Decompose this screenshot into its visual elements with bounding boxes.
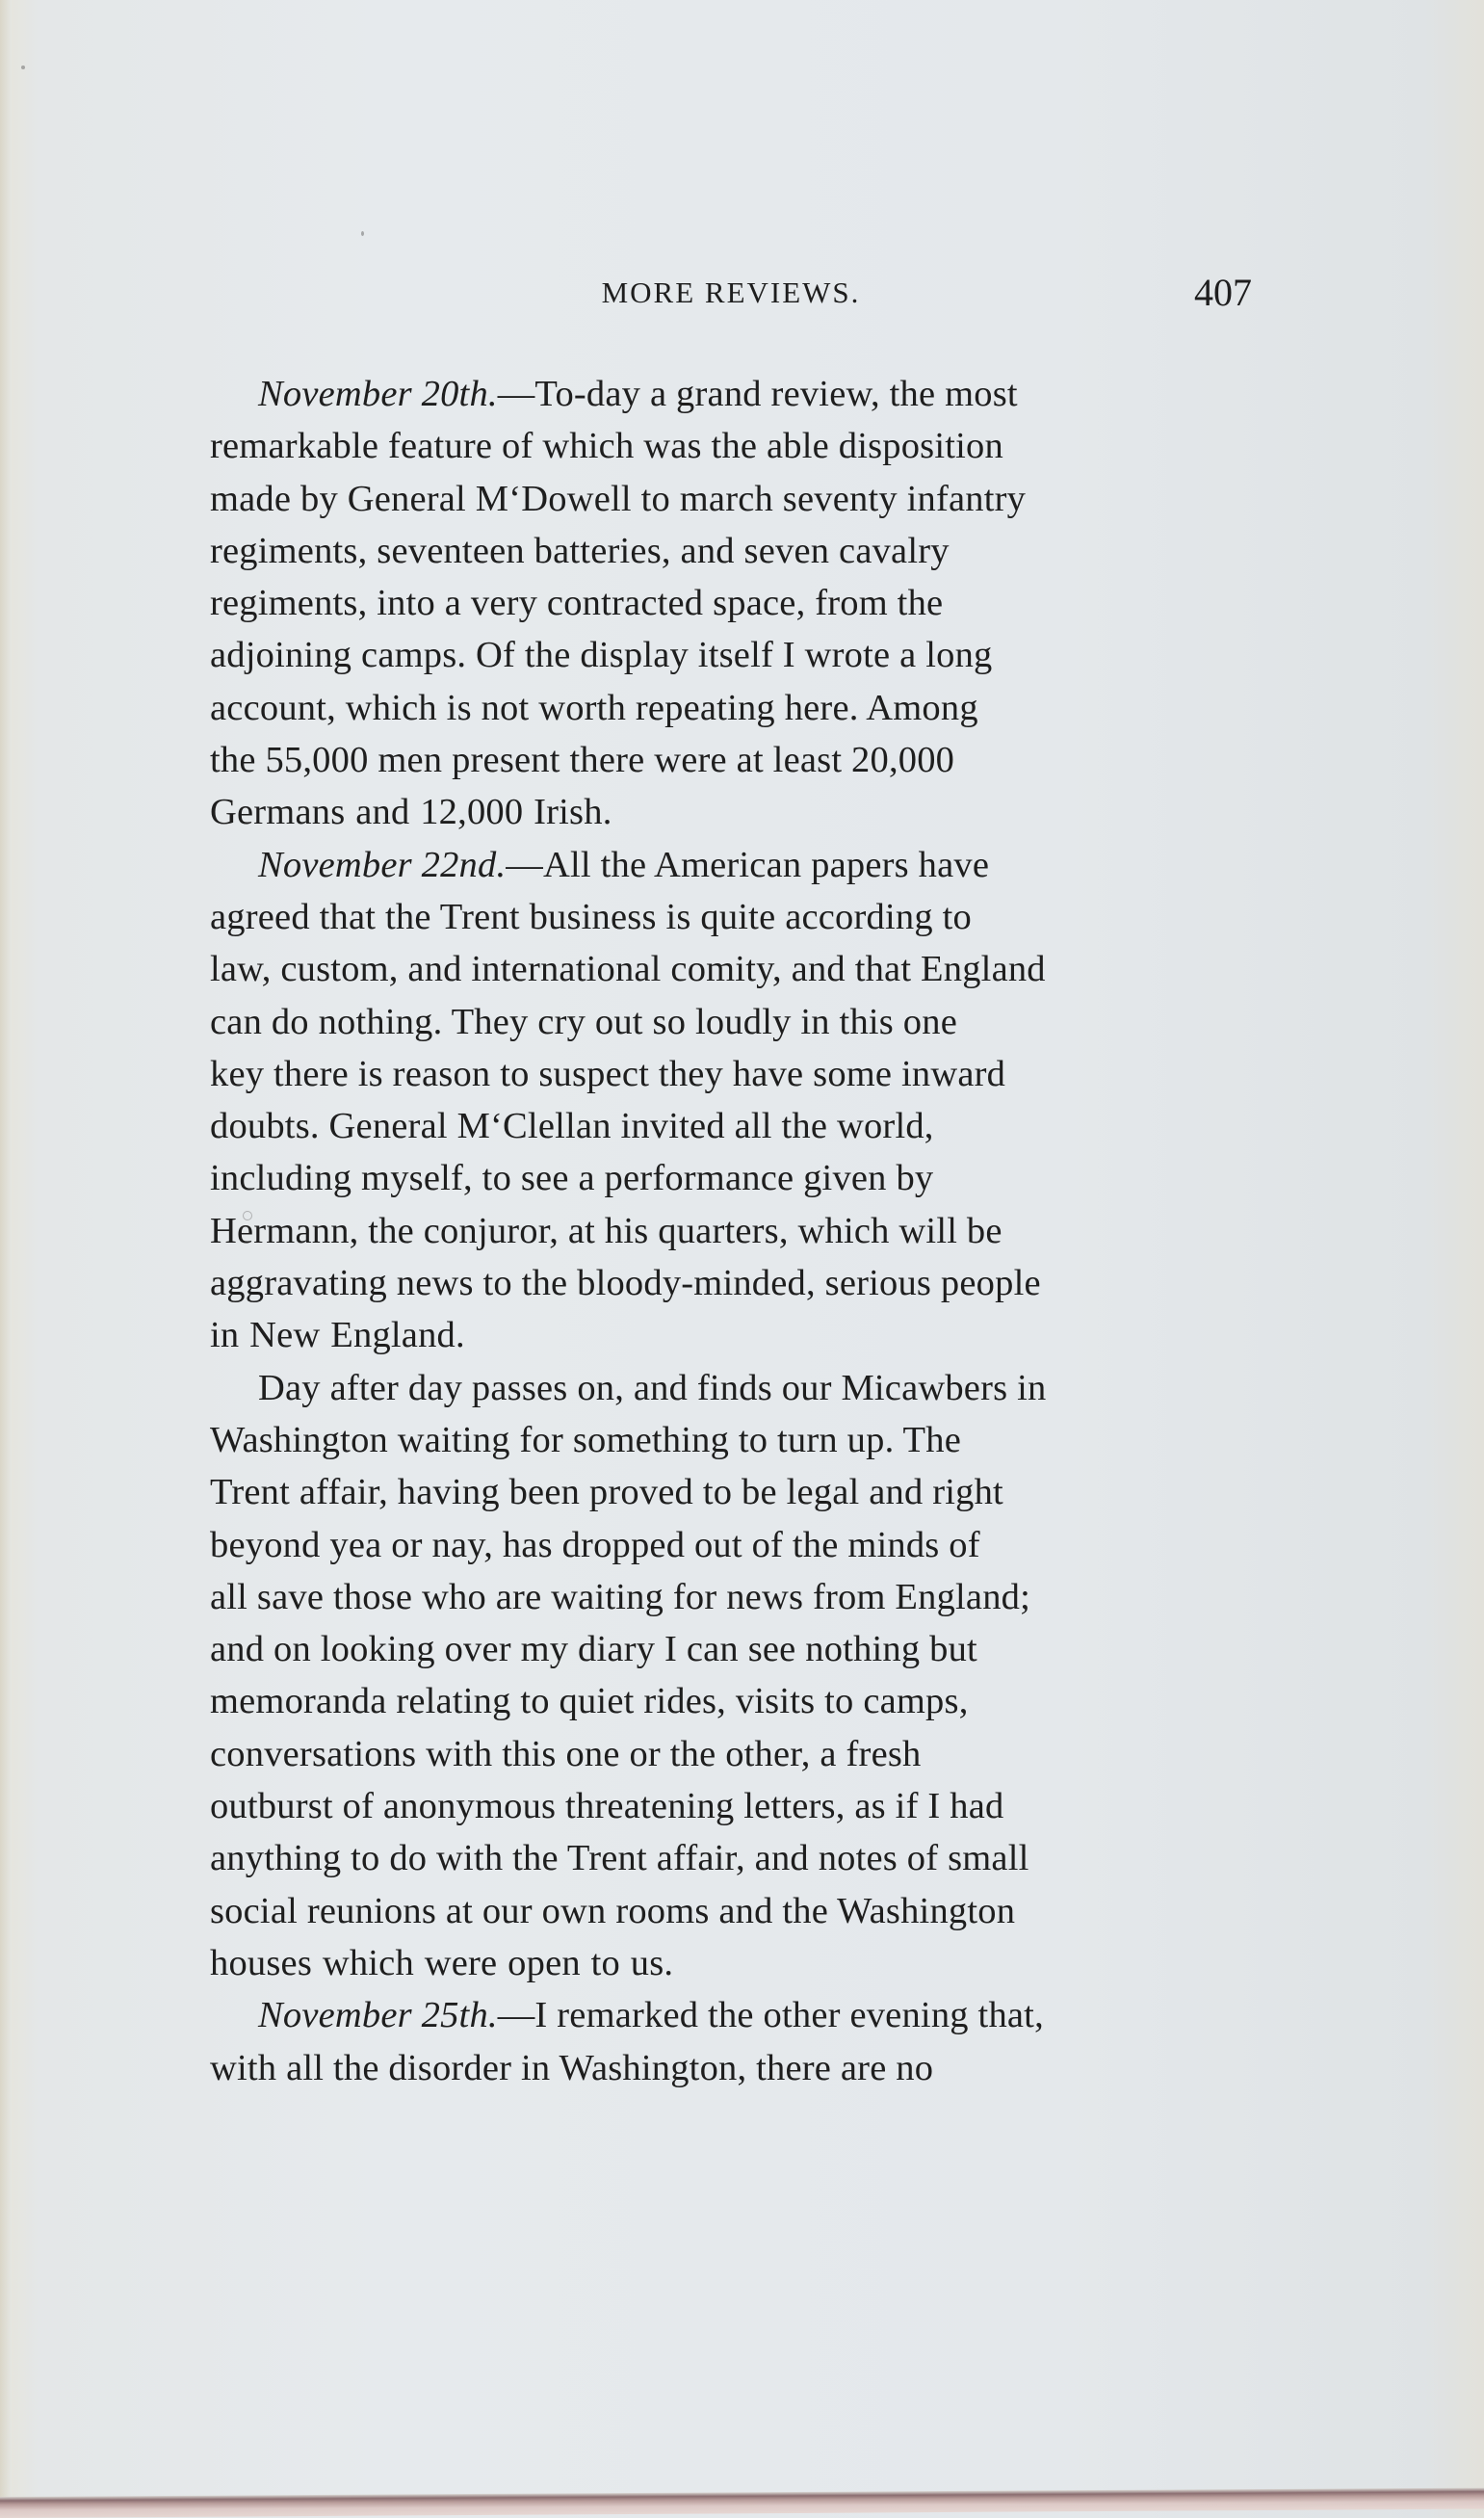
running-head [210, 270, 1252, 318]
text-line: social reunions at our own rooms and the Washington [210, 1890, 1016, 1931]
text-line: November 20th.—To-day a grand review, the most [258, 374, 1018, 414]
text-line: and on looking over my diary I can see nothing but [210, 1629, 977, 1670]
text-line: the 55,000 men present there were at least 20,000 [210, 740, 955, 781]
text-line: in New England. [210, 1315, 465, 1356]
paragraph-november-25 [210, 1989, 1252, 2094]
text-line: including myself, to see a performance given by [210, 1158, 934, 1199]
text-line: anything to do with the Trent affair, and notes of small [210, 1838, 1029, 1879]
text-line: with all the disorder in Washington, there are no [210, 2047, 934, 2088]
text-line: conversations with this one or the other, a fresh [210, 1733, 922, 1774]
text-line: November 25th.—I remarked the other evening that, [258, 1995, 1044, 2036]
text-line: Germans and 12,000 Irish. [210, 792, 612, 833]
text-line: beyond yea or nay, has dropped out of the minds of [210, 1524, 980, 1565]
paper-speck [361, 231, 364, 236]
text-line: doubts. General M‘Clellan invited all the world, [210, 1106, 934, 1147]
paragraph-november-22 [210, 839, 1252, 1362]
text-line: account, which is not worth repeating here. Among [210, 687, 978, 728]
text-line: Day after day passes on, and finds our Micawbers in [258, 1367, 1047, 1408]
text-line: November 22nd.—All the American papers have [258, 844, 990, 885]
text-line: remarkable feature of which was the able disposition [210, 426, 1003, 467]
text-line: houses which were open to us. [210, 1942, 674, 1983]
text-line: made by General M‘Dowell to march seventy infantry [210, 478, 1027, 519]
page-bottom-edge [0, 2488, 1484, 2518]
entry-date: November 22nd. [258, 844, 507, 885]
text-line: regiments, into a very contracted space, from the [210, 583, 944, 624]
text-line: memoranda relating to quiet rides, visits to camps, [210, 1681, 969, 1722]
text-line: agreed that the Trent business is quite according to [210, 896, 972, 937]
text-line: law, custom, and international comity, and that England [210, 949, 1046, 990]
text-line: Washington waiting for something to turn up. The [210, 1419, 961, 1460]
text-line: can do nothing. They cry out so loudly in this one [210, 1001, 957, 1042]
text-line: key there is reason to suspect they have some inward [210, 1053, 1006, 1094]
text-line: all save those who are waiting for news from England; [210, 1576, 1031, 1617]
text-line: adjoining camps. Of the display itself I wrote a long [210, 635, 993, 676]
paragraph-november-20 [210, 368, 1252, 839]
page-number: 407 [1194, 271, 1252, 314]
text-line: regiments, seventeen batteries, and seven cavalry [210, 530, 950, 571]
paragraph-day-after-day [210, 1362, 1252, 1990]
text-line: aggravating news to the bloody-minded, serious people [210, 1263, 1041, 1304]
text-line: Hermann, the conjuror, at his quarters, which will be [210, 1210, 1002, 1251]
paper-speck [243, 1211, 252, 1220]
text-line: outburst of anonymous threatening letters, as if I had [210, 1786, 1004, 1827]
body-text [210, 368, 1252, 2094]
text-line: Trent affair, having been proved to be legal and right [210, 1472, 1003, 1513]
entry-date: November 25th. [258, 1995, 498, 2036]
page-left-edge [0, 0, 12, 2518]
entry-date: November 20th. [258, 374, 498, 414]
paper-speck [21, 66, 25, 69]
running-title: MORE REVIEWS. [601, 275, 861, 309]
